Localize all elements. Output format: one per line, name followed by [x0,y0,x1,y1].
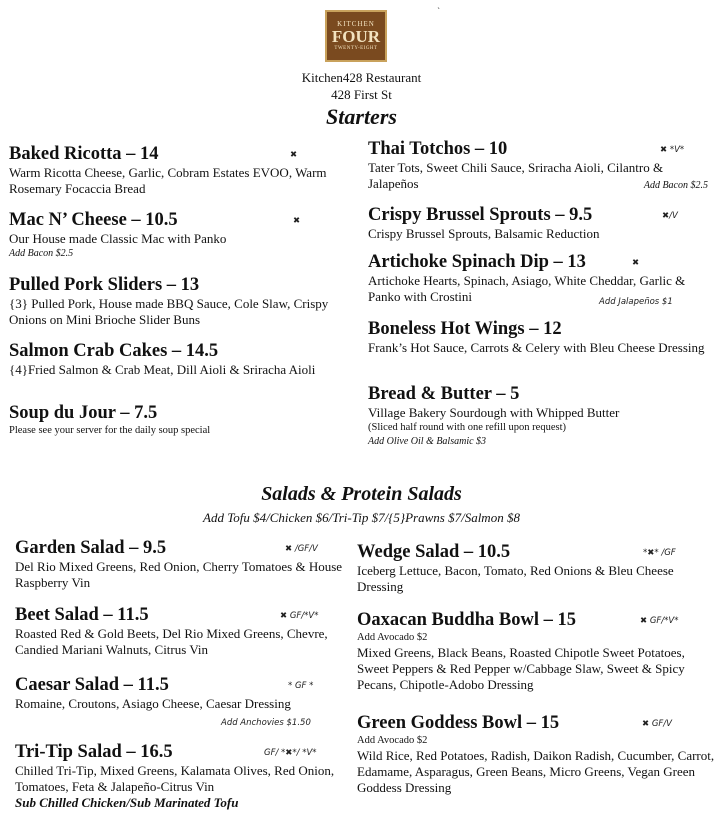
salads-title: Salads & Protein Salads [261,483,462,505]
item-name: Thai Totchos – 10 [368,139,508,159]
item-description: Crispy Brussel Sprouts, Balsamic Reduction [368,226,600,241]
item-name: Bread & Butter – 5 [368,384,520,404]
diet-marker: ✖ GF/V [642,719,672,729]
item-description: Roasted Red & Gold Beets, Del Rio Mixed Greens, Chevre, Candied Mariani Walnuts, Citrus Vin [15,626,328,657]
diet-marker: ✖ [290,150,298,160]
item-description: {3} Pulled Pork, House made BBQ Sauce, Cole Slaw, Crispy Onions on Mini Brioche Slider Buns [9,296,329,327]
diet-marker: ✖ /GF/V [285,544,318,554]
diet-marker: *✖* /GF [643,548,676,558]
item-name: Caesar Salad – 11.5 [15,675,169,695]
item-name: Baked Ricotta – 14 [9,144,159,164]
menu-item [9,402,354,438]
item-note: Please see your server for the daily soup special [9,425,211,436]
starters-title: Starters [326,104,397,129]
menu-item [9,209,354,260]
item-name: Boneless Hot Wings – 12 [368,319,562,339]
item-description: Our House made Classic Mac with Panko [9,231,227,246]
diet-marker: GF/ *✖*/ *V* [264,748,317,758]
item-addon: Add Anchovies $1.50 [221,718,311,728]
item-name: Beet Salad – 11.5 [15,605,149,625]
item-name: Pulled Pork Sliders – 13 [9,275,200,295]
diet-marker: ✖ *V* [660,145,685,155]
item-description: Mixed Greens, Black Beans, Roasted Chipotle Sweet Potatoes, Sweet Peppers & Red Pepper w/Cabbage Slaw, Sweet & Spicy Pecans, Chipotle-Adobo Dressing [357,645,685,692]
item-name: Tri-Tip Salad – 16.5 [15,742,173,762]
diet-marker: * GF * [288,681,314,691]
item-addon: Add Bacon $2.5 [643,180,708,191]
item-description: Frank’s Hot Sauce, Carrots & Celery with Bleu Cheese Dressing [368,340,705,355]
diet-marker: ✖ GF/*V* [640,616,679,626]
item-note: (Sliced half round with one refill upon request) [368,422,566,433]
menu-item [15,674,333,712]
menu-item [368,383,713,448]
item-description: Romaine, Croutons, Asiago Cheese, Caesar Dressing [15,696,291,711]
diet-marker: ✖ [293,216,301,226]
menu-item [9,143,354,197]
restaurant-logo [325,10,387,62]
item-description: {4}Fried Salmon & Crab Meat, Dill Aioli & Sriracha Aioli [9,362,316,377]
diet-marker: ✖ GF/*V* [280,611,319,621]
stray-mark: ` [437,7,441,16]
item-description: Chilled Tri-Tip, Mixed Greens, Kalamata Olives, Red Onion, Tomatoes, Feta & Jalapeño-Citrus Vin [15,763,335,794]
menu-item [368,138,708,194]
item-name: Salmon Crab Cakes – 14.5 [9,341,219,361]
item-addon: Add Olive Oil & Balsamic $3 [368,436,487,447]
restaurant-info [0,69,723,103]
item-description [368,160,708,192]
logo-line-2: FOUR [331,27,381,46]
diet-marker: ✖ [632,258,640,268]
menu-item [368,318,708,356]
item-note: Add Avocado $2 [357,632,428,643]
salads-subtitle: Add Tofu $4/Chicken $6/Tri-Tip $7/{5}Prawns $7/Salmon $8 [203,510,520,525]
item-description: Warm Ricotta Cheese, Garlic, Cobram Estates EVOO, Warm Rosemary Focaccia Bread [9,165,327,196]
item-description: Iceberg Lettuce, Bacon, Tomato, Red Onions & Bleu Cheese Dressing [357,563,674,594]
diet-marker: ✖/V [662,211,678,221]
item-description-text: Artichoke Hearts, Spinach, Asiago, White Cheddar, Garlic & Panko with Crostini [368,273,686,304]
menu-item [9,340,354,378]
item-name: Crispy Brussel Sprouts – 9.5 [368,205,593,225]
item-description: Wild Rice, Red Potatoes, Radish, Daikon Radish, Cucumber, Carrot, Edamame, Asparagus, Green Beans, Micro Greens, Vegan Green Goddess Dressing [357,748,715,795]
item-name: Artichoke Spinach Dip – 13 [368,252,586,272]
item-name: Wedge Salad – 10.5 [357,542,511,562]
logo-line-3: TWENTY-EIGHT [334,46,378,51]
item-name: Mac N’ Cheese – 10.5 [9,210,178,230]
item-description: Village Bakery Sourdough with Whipped Butter [368,405,620,420]
item-description-text: Tater Tots, Sweet Chili Sauce, Sriracha Aioli, Cilantro & Jalapeños [368,160,664,191]
item-addon: Add Jalapeños $1 [599,297,673,307]
item-substitution: Sub Chilled Chicken/Sub Marinated Tofu [15,795,239,810]
item-name: Garden Salad – 9.5 [15,538,167,558]
item-description: Del Rio Mixed Greens, Red Onion, Cherry Tomatoes & House Raspberry Vin [15,559,343,590]
menu-item [368,204,708,242]
restaurant-name: Kitchen428 Restaurant [301,70,422,85]
logo-line-1: KITCHEN [337,20,375,28]
item-name: Oaxacan Buddha Bowl – 15 [357,610,576,630]
item-note: Add Avocado $2 [357,735,428,746]
item-addon: Add Bacon $2.5 [9,248,74,259]
restaurant-address: 428 First St [331,87,392,102]
item-name: Green Goddess Bowl – 15 [357,713,560,733]
menu-item [9,274,354,328]
item-name: Soup du Jour – 7.5 [9,403,158,423]
